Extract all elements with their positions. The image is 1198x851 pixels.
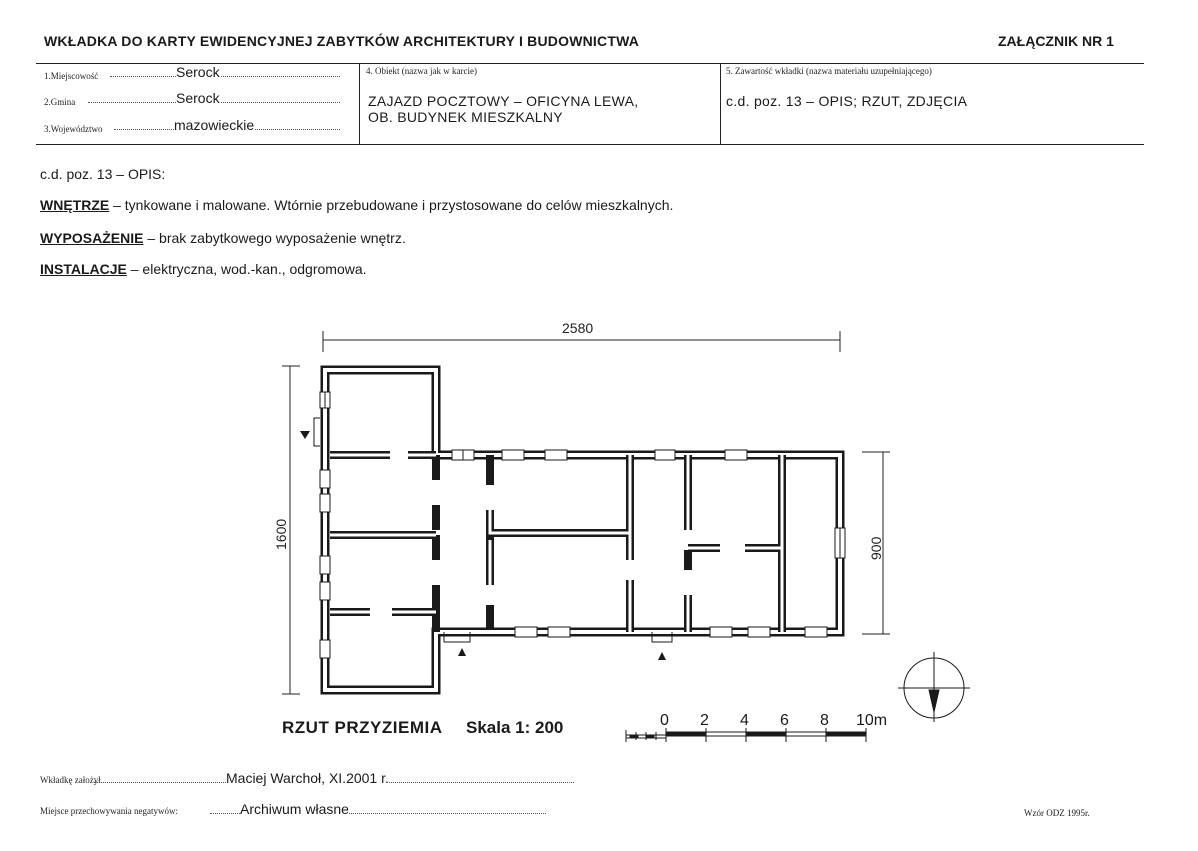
opis-heading: WNĘTRZE — [40, 197, 110, 213]
scale-tick-label: 0 — [660, 712, 669, 729]
porch — [314, 418, 320, 446]
form-template: Wzór ODZ 1995r. — [1024, 808, 1090, 818]
miejscowosc-label: 1.Miejscowość — [44, 71, 99, 81]
scale-bar — [626, 728, 866, 742]
form-title: WKŁADKA DO KARTY EWIDENCYJNEJ ZABYTKÓW ARCHITEKTURY I BUDOWNICTWA — [44, 33, 640, 49]
attachment-number: ZAŁĄCZNIK NR 1 — [998, 33, 1114, 49]
opis-intro: c.d. poz. 13 – OPIS: — [40, 166, 166, 182]
plan-title: RZUT PRZYZIEMIA — [282, 718, 443, 737]
opis-heading: INSTALACJE — [40, 261, 127, 277]
zawartosc-label: 5. Zawartość wkładki (nazwa materiału uzupełniającego) — [726, 66, 932, 76]
zawartosc-value: c.d. poz. 13 – OPIS; RZUT, ZDJĘCIA — [726, 93, 968, 109]
dim-right-label: 900 — [868, 536, 884, 560]
dim-height-label: 1600 — [273, 518, 289, 550]
entrance-arrow-bottom-2 — [658, 652, 666, 660]
plan-scale: Skala 1: 200 — [466, 718, 564, 737]
entrance-arrow-bottom-1 — [458, 648, 466, 656]
gmina-value: Serock — [176, 90, 220, 106]
author-value: Maciej Warchoł, XI.2001 r. — [226, 770, 389, 786]
author-label: Wkładkę założył — [40, 775, 101, 785]
footer-author — [40, 770, 580, 788]
wojewodztwo-value: mazowieckie — [174, 117, 255, 133]
obiekt-label: 4. Obiekt (nazwa jak w karcie) — [366, 66, 477, 76]
scale-tick-labels — [660, 712, 887, 729]
scale-tick-label: 8 — [820, 712, 829, 729]
opis-text: – elektryczna, wod.-kan., odgromowa. — [126, 261, 367, 277]
entrance-arrow-left — [300, 431, 310, 439]
opis-text: – tynkowane i malowane. Wtórnie przebudowane i przystosowane do celów mieszkalnych. — [109, 197, 674, 213]
obiekt-line-2: OB. BUDYNEK MIESZKALNY — [368, 109, 563, 125]
footer-storage — [40, 801, 550, 819]
scale-tick-label: 6 — [780, 712, 789, 729]
windows — [320, 392, 845, 658]
storage-label: Miejsce przechowywania negatywów: — [40, 806, 178, 816]
interior-walls — [330, 455, 782, 632]
gmina-label: 2.Gmina — [44, 97, 76, 107]
storage-value: Archiwum własne — [240, 801, 349, 817]
miejscowosc-value: Serock — [176, 64, 220, 80]
opis-heading: WYPOSAŻENIE — [40, 230, 144, 246]
scale-tick-label: 4 — [740, 712, 749, 729]
scale-tick-label: 2 — [700, 712, 709, 729]
opis-text: – brak zabytkowego wyposażenie wnętrz. — [143, 230, 406, 246]
north-arrow-icon — [898, 652, 970, 722]
dim-width-label: 2580 — [562, 320, 594, 336]
obiekt-line-1: ZAJAZD POCZTOWY – OFICYNA LEWA, — [368, 93, 639, 109]
wojewodztwo-label: 3.Województwo — [44, 124, 103, 134]
scale-tick-label: 10m — [856, 712, 888, 729]
